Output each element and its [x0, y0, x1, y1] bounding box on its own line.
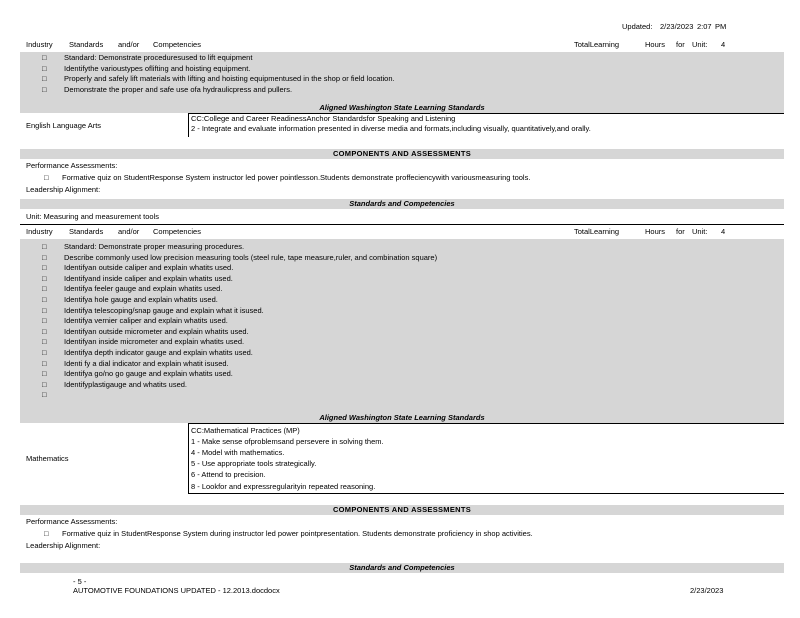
item-text: Identifya hole gauge and explain whatits used.: [64, 294, 218, 304]
list-item: [42, 337, 437, 348]
list-item: [42, 390, 437, 401]
leadership-label: Leadership Alignment:: [26, 185, 101, 194]
divider: [188, 423, 189, 493]
item-text: Identifya telescoping/snap gauge and explain what it isused.: [64, 305, 264, 315]
item-text: Identifythe varioustypes oflifting and hoisting equipment.: [64, 63, 251, 73]
bullet-icon: □: [42, 252, 47, 262]
total-learning-label: TotalLearning: [574, 40, 620, 49]
page-number: - 5 -: [73, 577, 87, 586]
bullet-icon: □: [42, 305, 47, 315]
item-text: Identifya feeler gauge and explain whatits used.: [64, 284, 223, 294]
updated-label: Updated:: [622, 22, 653, 31]
bullet-icon: □: [42, 84, 47, 94]
item-text: Identifyan outside caliper and explain whatits used.: [64, 263, 234, 273]
item-text: Identifyan outside micrometer and explain whatits used.: [64, 326, 249, 336]
standard-line: 1 - Make sense ofproblemsand persevere in solving them.: [191, 437, 384, 446]
list-item: [42, 74, 395, 85]
assessment-text: Formative quiz on StudentResponse System instructor led power pointlesson.Students demonstrate proffeciencywith variousmeasuring tools.: [62, 173, 531, 182]
industry-label: Industry: [26, 227, 53, 236]
components-header: [20, 505, 784, 515]
industry-label: Industry: [26, 40, 53, 49]
divider: [188, 423, 784, 424]
unit-label: Unit:: [692, 227, 708, 236]
unit-title: Unit: Measuring and measurement tools: [26, 212, 159, 221]
subject-mathematics: Mathematics: [26, 454, 69, 463]
footer-text: AUTOMOTIVE FOUNDATIONS UPDATED - 12.2013.docdocx: [73, 586, 280, 595]
unit2-competency-list: [20, 239, 784, 413]
leadership-label: Leadership Alignment:: [26, 541, 101, 550]
bullet-icon: □: [42, 53, 47, 62]
for-label: for: [676, 40, 685, 49]
bullet-icon: □: [42, 242, 47, 251]
list-item: [42, 274, 437, 285]
bullet-icon: □: [42, 284, 47, 294]
hours-value: 4: [721, 227, 726, 236]
standard-line: 4 - Model with mathematics.: [191, 448, 285, 457]
list-item: [42, 263, 437, 274]
performance-label: Performance Assessments:: [26, 161, 118, 170]
sc-header-text: Standards and Competencies: [349, 563, 455, 572]
competencies-label: Competencies: [153, 40, 201, 49]
item-text: Identi fy a dial indicator and explain whatit isused.: [64, 358, 229, 368]
divider: [188, 113, 189, 137]
hours-label: Hours: [645, 227, 666, 236]
total-learning-label: TotalLearning: [574, 227, 620, 236]
item-text: Identifya go/no go gauge and explain whatits used.: [64, 369, 233, 379]
aligned-standards-header: [20, 103, 784, 113]
item-text: Standard: Demonstrate proper measuring procedures.: [64, 242, 245, 251]
standards-competencies-header: [20, 199, 784, 209]
list-item: [42, 306, 437, 317]
components-header: [20, 149, 784, 159]
item-text: Standard: Demonstrate proceduresused to lift equipment: [64, 53, 253, 62]
divider: [20, 224, 784, 225]
list-item: [42, 64, 395, 75]
and-or-label: and/or: [118, 40, 140, 49]
bullet-icon: □: [42, 263, 47, 273]
bullet-icon: □: [42, 347, 47, 357]
for-label: for: [676, 227, 685, 236]
components-header-text: COMPONENTS AND ASSESSMENTS: [332, 149, 472, 158]
bullet-icon: □: [42, 337, 47, 347]
subject-english: English Language Arts: [26, 121, 102, 130]
bullet-icon: □: [42, 74, 47, 84]
bullet-icon: □: [42, 390, 47, 400]
competency-items: [42, 242, 437, 401]
unit1-competency-list: [20, 52, 784, 103]
list-item: [42, 53, 395, 64]
bullet-icon: □: [42, 316, 47, 326]
item-text: Identifyplastigauge and whatits used.: [64, 379, 187, 389]
item-text: Describe commonly used low precision measuring tools (steel rule, tape measure,ruler, and combination square): [64, 252, 438, 262]
updated-date: 2/23/2023: [660, 22, 694, 31]
hours-label: Hours: [645, 40, 666, 49]
standard-line: 5 - Use appropriate tools strategically.: [191, 459, 317, 468]
list-item: [42, 253, 437, 264]
hours-value: 4: [721, 40, 726, 49]
competencies-label: Competencies: [153, 227, 201, 236]
sc-header-text: Standards and Competencies: [349, 199, 455, 208]
footer-date: 2/23/2023: [690, 586, 724, 595]
assessment-text: Formative quiz in StudentResponse System during instructor led power pointpresentation. Students demonstrate proficiency in shop activities.: [62, 529, 533, 538]
standards-label: Standards: [69, 227, 104, 236]
unit-label: Unit:: [692, 40, 708, 49]
bullet-icon: □: [44, 173, 49, 182]
item-text: Properly and safely lift materials with lifting and hoisting equipmentused in the shop or field location.: [64, 74, 395, 84]
aligned-header-text: Aligned Washington State Learning Standards: [319, 413, 485, 422]
list-item: [42, 327, 437, 338]
aligned-header-text: Aligned Washington State Learning Standards: [319, 103, 485, 112]
aligned-standards-header: [20, 413, 784, 423]
list-item: [42, 369, 437, 380]
and-or-label: and/or: [118, 227, 140, 236]
performance-label: Performance Assessments:: [26, 517, 118, 526]
item-text: Demonstrate the proper and safe use ofa hydraulicpress and pullers.: [64, 84, 293, 94]
components-header-text: COMPONENTS AND ASSESSMENTS: [332, 505, 472, 514]
bullet-icon: □: [42, 358, 47, 368]
standards-competencies-header: [20, 563, 784, 573]
bullet-icon: □: [42, 379, 47, 389]
bullet-icon: □: [42, 294, 47, 304]
updated-ampm: PM: [715, 22, 727, 31]
standards-label: Standards: [69, 40, 104, 49]
bullet-icon: □: [42, 326, 47, 336]
bullet-icon: □: [42, 369, 47, 379]
list-item: [42, 359, 437, 370]
list-item: [42, 284, 437, 295]
standard-line: 2 - Integrate and evaluate information presented in diverse media and formats,including visually, quantitatively,and orally.: [191, 124, 591, 133]
item-text: Identifyand inside caliper and explain whatits used.: [64, 273, 233, 283]
standard-line: 8 - Lookfor and expressregularityin repeated reasoning.: [191, 482, 376, 491]
list-item: [42, 380, 437, 391]
list-item: [42, 295, 437, 306]
updated-time: 2:07: [697, 22, 712, 31]
standard-line: CC:College and Career ReadinessAnchor Standardsfor Speaking and Listening: [191, 114, 456, 123]
list-item: [42, 348, 437, 359]
list-item: [42, 316, 437, 327]
standard-line: 6 - Attend to precision.: [191, 470, 266, 479]
list-item: [42, 85, 395, 96]
divider: [188, 493, 784, 494]
bullet-icon: □: [44, 529, 49, 538]
competency-items: [42, 53, 395, 95]
bullet-icon: □: [42, 273, 47, 283]
item-text: Identifya vernier caliper and explain whatits used.: [64, 316, 228, 326]
list-item: [42, 242, 437, 253]
item-text: Identifyan inside micrometer and explain whatits used.: [64, 337, 245, 347]
item-text: Identifya depth indicator gauge and explain whatits used.: [64, 347, 253, 357]
standard-line: CC:Mathematical Practices (MP): [191, 426, 300, 435]
bullet-icon: □: [42, 63, 47, 73]
